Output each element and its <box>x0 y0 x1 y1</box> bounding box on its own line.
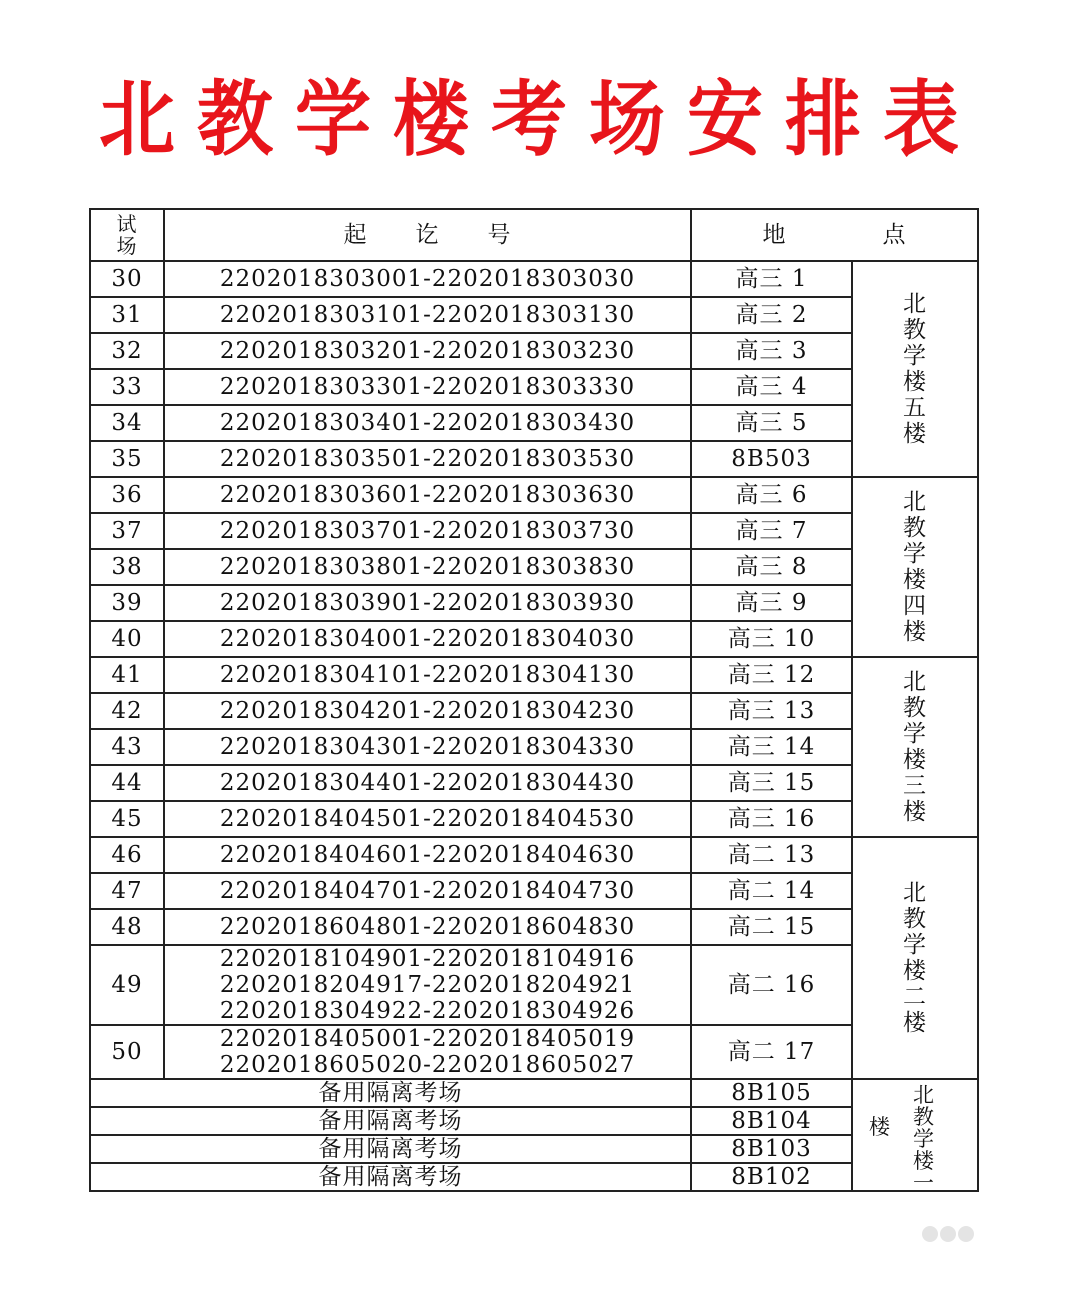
id-range-line: 2202018604801-2202018604830 <box>219 914 636 940</box>
table-row <box>90 801 978 837</box>
room-number: 34 <box>90 405 164 441</box>
classroom: 高三 14 <box>691 729 852 765</box>
id-range <box>164 909 691 945</box>
classroom: 高三 7 <box>691 513 852 549</box>
id-range <box>164 261 691 297</box>
id-range <box>164 333 691 369</box>
id-range-line: 2202018304922-2202018304926 <box>219 998 636 1024</box>
id-range <box>164 549 691 585</box>
id-range-line: 2202018303301-2202018303330 <box>219 374 636 400</box>
id-range <box>164 405 691 441</box>
page-title: 北教学楼考场安排表 <box>99 70 981 168</box>
room-number: 35 <box>90 441 164 477</box>
classroom: 高二 15 <box>691 909 852 945</box>
table-row <box>90 693 978 729</box>
room-number: 38 <box>90 549 164 585</box>
room-number: 45 <box>90 801 164 837</box>
spare-row <box>90 1163 978 1191</box>
exam-schedule-table <box>89 208 979 1195</box>
floor-label: 北 教 学 楼 一 楼 <box>852 1079 978 1191</box>
spare-row <box>90 1135 978 1163</box>
classroom: 高三 15 <box>691 765 852 801</box>
id-range-line: 2202018303801-2202018303830 <box>219 554 636 580</box>
room-number: 50 <box>90 1025 164 1079</box>
table-row <box>90 369 978 405</box>
id-range-line: 2202018303201-2202018303230 <box>219 338 636 364</box>
id-range-line: 2202018304001-2202018304030 <box>219 626 636 652</box>
header-location: 地 点 <box>691 209 978 261</box>
floor-label: 北 教 学 楼 五 楼 <box>852 261 978 477</box>
id-range-line: 2202018303001-2202018303030 <box>219 266 636 292</box>
table-row <box>90 477 978 513</box>
room-number: 37 <box>90 513 164 549</box>
id-range-line: 2202018605020-2202018605027 <box>219 1052 636 1078</box>
id-range <box>164 873 691 909</box>
id-range <box>164 441 691 477</box>
id-range-line: 2202018303401-2202018303430 <box>219 410 636 436</box>
id-range <box>164 369 691 405</box>
classroom: 高二 17 <box>691 1025 852 1079</box>
id-range-line: 2202018303701-2202018303730 <box>219 518 636 544</box>
watermark-dots <box>922 1226 976 1246</box>
room-number: 40 <box>90 621 164 657</box>
classroom: 8B503 <box>691 441 852 477</box>
floor-label: 北 教 学 楼 二 楼 <box>852 837 978 1079</box>
room-number: 42 <box>90 693 164 729</box>
room-number: 31 <box>90 297 164 333</box>
table-row <box>90 549 978 585</box>
id-range-line: 2202018303601-2202018303630 <box>219 482 636 508</box>
spare-row <box>90 1079 978 1107</box>
table-row <box>90 261 978 297</box>
classroom: 高三 12 <box>691 657 852 693</box>
id-range-line: 2202018303501-2202018303530 <box>219 446 636 472</box>
id-range-line: 2202018104901-2202018104916 <box>219 946 636 972</box>
spare-label: 备用隔离考场 <box>90 1163 691 1191</box>
classroom: 高三 10 <box>691 621 852 657</box>
id-range <box>164 657 691 693</box>
id-range <box>164 297 691 333</box>
id-range <box>164 765 691 801</box>
table-row <box>90 333 978 369</box>
room-number: 49 <box>90 945 164 1025</box>
table-row <box>90 945 978 1025</box>
id-range <box>164 513 691 549</box>
id-range-line: 2202018304401-2202018304430 <box>219 770 636 796</box>
table-header-row <box>90 209 978 261</box>
id-range-line: 2202018303101-2202018303130 <box>219 302 636 328</box>
classroom: 高二 13 <box>691 837 852 873</box>
table-row <box>90 1025 978 1079</box>
id-range-line: 2202018404501-2202018404530 <box>219 806 636 832</box>
classroom: 高三 5 <box>691 405 852 441</box>
classroom: 高三 13 <box>691 693 852 729</box>
header-range: 起 讫 号 <box>164 209 691 261</box>
table-row <box>90 297 978 333</box>
id-range-line: 2202018404601-2202018404630 <box>219 842 636 868</box>
classroom: 高二 16 <box>691 945 852 1025</box>
classroom: 高三 4 <box>691 369 852 405</box>
table-row <box>90 585 978 621</box>
table-row <box>90 873 978 909</box>
classroom: 高三 6 <box>691 477 852 513</box>
spare-row <box>90 1107 978 1135</box>
classroom: 高三 16 <box>691 801 852 837</box>
floor-label: 北 教 学 楼 三 楼 <box>852 657 978 837</box>
classroom: 高三 2 <box>691 297 852 333</box>
table-row <box>90 765 978 801</box>
spare-label: 备用隔离考场 <box>90 1107 691 1135</box>
table-row <box>90 909 978 945</box>
id-range-line: 2202018304201-2202018304230 <box>219 698 636 724</box>
room-number: 33 <box>90 369 164 405</box>
table-row <box>90 729 978 765</box>
room-number: 47 <box>90 873 164 909</box>
floor-label: 北 教 学 楼 四 楼 <box>852 477 978 657</box>
id-range <box>164 693 691 729</box>
classroom: 高三 3 <box>691 333 852 369</box>
table-row <box>90 405 978 441</box>
id-range-line: 2202018304101-2202018304130 <box>219 662 636 688</box>
spare-label: 备用隔离考场 <box>90 1079 691 1107</box>
table-row <box>90 657 978 693</box>
table-row <box>90 837 978 873</box>
room-number: 44 <box>90 765 164 801</box>
table-row <box>90 513 978 549</box>
spare-room: 8B105 <box>691 1079 852 1107</box>
room-number: 32 <box>90 333 164 369</box>
table-row <box>90 441 978 477</box>
room-number: 39 <box>90 585 164 621</box>
id-range-line: 2202018303901-2202018303930 <box>219 590 636 616</box>
table-row <box>90 621 978 657</box>
id-range <box>164 585 691 621</box>
classroom: 高三 1 <box>691 261 852 297</box>
id-range <box>164 729 691 765</box>
id-range <box>164 945 691 1025</box>
spare-room: 8B104 <box>691 1107 852 1135</box>
spare-label: 备用隔离考场 <box>90 1135 691 1163</box>
spare-room: 8B102 <box>691 1163 852 1191</box>
id-range-line: 2202018204917-2202018204921 <box>219 972 636 998</box>
room-number: 48 <box>90 909 164 945</box>
room-number: 36 <box>90 477 164 513</box>
id-range <box>164 477 691 513</box>
room-number: 30 <box>90 261 164 297</box>
spare-room: 8B103 <box>691 1135 852 1163</box>
classroom: 高三 8 <box>691 549 852 585</box>
classroom: 高二 14 <box>691 873 852 909</box>
id-range-line: 2202018304301-2202018304330 <box>219 734 636 760</box>
room-number: 46 <box>90 837 164 873</box>
id-range <box>164 1025 691 1079</box>
room-number: 43 <box>90 729 164 765</box>
id-range <box>164 801 691 837</box>
id-range <box>164 621 691 657</box>
classroom: 高三 9 <box>691 585 852 621</box>
header-room-no: 试 场 <box>90 209 164 261</box>
id-range-line: 2202018405001-2202018405019 <box>219 1026 636 1052</box>
room-number: 41 <box>90 657 164 693</box>
id-range <box>164 837 691 873</box>
id-range-line: 2202018404701-2202018404730 <box>219 878 636 904</box>
